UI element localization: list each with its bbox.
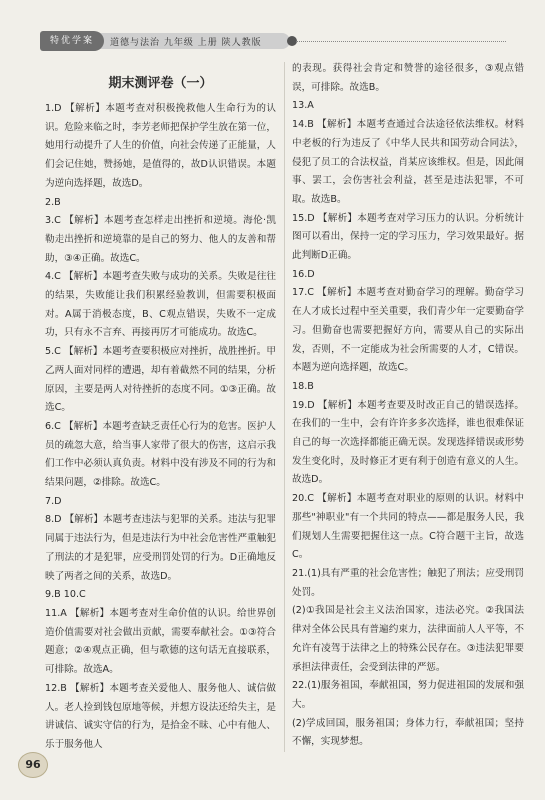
subject-label: 道德与法治 九年级 上册 陕人教版 bbox=[110, 38, 262, 48]
answer-17: 17.C 【解析】本题考查对勤奋学习的理解。勤奋学习在人才成长过程中至关重要，我们青少年一定要勤奋学习。但勤奋也需要把握好方向，需要从自己的实际出发，否则，不一定能成为社会所需要的人才，C错误。本题为逆向选择题，故选C。 bbox=[292, 287, 524, 374]
answer-11: 11.A 【解析】本题考查对生命价值的认识。给世界创造价值需要对社会做出贡献，需要奉献社会。①③符合题意；②④观点正确，但与歌德的这句话无直接联系，可排除。故选A。 bbox=[45, 607, 276, 676]
answer-4: 4.C 【解析】本题考查失败与成功的关系。失败是往往的结果，失败能让我们积累经验教训，但需要积极面对。A属于消极态度，B、C观点错误，失败不一定成功，只有永不言弃、再接再厉才可能成功。故选C。 bbox=[45, 271, 276, 339]
answer-22-2: (2)学成回国，服务祖国；身体力行，奉献祖国；坚持不懈，实现梦想。 bbox=[292, 717, 524, 748]
answer-16: 16.D bbox=[292, 268, 315, 280]
page-number: 96 bbox=[18, 752, 48, 778]
answer-7: 7.D bbox=[45, 495, 62, 507]
answer-20: 20.C 【解析】本题考查对职业的原则的认识。材料中那些"神职业"有一个共同的特点——都是服务人民，我们规划人生需要把握住这一点。C符合题干主旨，故选C。 bbox=[292, 493, 524, 561]
answer-3: 3.C 【解析】本题考查怎样走出挫折和逆境。海伦·凯勒走出挫折和逆境靠的是自己的努力、他人的友善和帮助，③④正确。故选C。 bbox=[45, 215, 276, 264]
answer-2: 2.B bbox=[45, 196, 61, 208]
answer-1: 1.D 【解析】本题考查对积极挽救他人生命行为的认识。危险来临之时，李芳老师把保护学生放在第一位，她用行动提升了人生的价值，向社会传递了正能量，人们会记住她，赞扬她，是值得的，故D认识错误。本题为逆向选择题，故选D。 bbox=[45, 103, 276, 189]
answer-14: 14.B 【解析】本题考查通过合法途径依法维权。材料中老板的行为违反了《中华人民共和国劳动合同法》，侵犯了员工的合法权益，肖某应该维权。但是，因此闹事、罢工，会伤害社会利益，甚至是违法犯罪，不可取。故选B。 bbox=[292, 119, 524, 205]
left-column bbox=[45, 60, 276, 755]
answer-15: 15.D 【解析】本题考查对学习压力的认识。分析统计图可以看出，保持一定的学习压力，学习效果最好。据此判断D正确。 bbox=[292, 212, 524, 262]
answer-5: 5.C 【解析】本题考查要积极应对挫折，战胜挫折。甲乙两人面对同样的遭遇，却有着截然不同的结果，分析原因，主要是两人对待挫折的态度不同。①③正确。故选C。 bbox=[45, 346, 276, 414]
answer-6: 6.C 【解析】本题考查缺乏责任心行为的危害。医护人员的疏忽大意，给当事人家带了很大的伤害，这启示我们工作中必须认真负责。材料中没有涉及不同的行为和结果问题，②排除。故选C。 bbox=[45, 420, 276, 489]
answer-12-cont: 的表现。获得社会肯定和赞誉的途径很多，③观点错误，可排除。故选B。 bbox=[292, 63, 524, 93]
answer-18: 18.B bbox=[292, 380, 314, 392]
answer-13: 13.A bbox=[292, 100, 314, 112]
right-column bbox=[292, 60, 524, 752]
answer-12: 12.B 【解析】本题考查关爱他人、服务他人、诚信做人。老人捡到钱包原地等候，并想方设法还给失主，是讲诚信、诚实守信的行为，是拾金不昧、心中有他人、乐于服务他人 bbox=[45, 682, 276, 750]
answer-8: 8.D 【解析】本题考查违法与犯罪的关系。违法与犯罪同属于违法行为，但是违法行为中社会危害性严重触犯了刑法的才是犯罪，应受刑罚处罚的行为。D正确地反映了两者之间的关系，故选D。 bbox=[45, 514, 276, 582]
answer-19: 19.D 【解析】本题考查要及时改正自己的错误选择。在我们的一生中，会有许许多多次选择，谁也很难保证自己的每一次选择都能正确无误。发现选择错误或形势发生变化时，及时修正才更有利于创造有意义的人生。故选D。 bbox=[292, 399, 524, 486]
page-title: 期末测评卷（一） bbox=[108, 76, 213, 91]
header-dotted-line bbox=[296, 41, 506, 42]
answer-22-1: 22.(1)服务祖国，奉献祖国，努力促进祖国的发展和强大。 bbox=[292, 680, 524, 710]
column-divider bbox=[284, 62, 285, 752]
series-badge: 特优学案 bbox=[40, 31, 104, 51]
answer-21-1: 21.(1)具有严重的社会危害性；触犯了刑法；应受刑罚处罚。 bbox=[292, 567, 524, 598]
answer-9-10: 9.B 10.C bbox=[45, 589, 86, 601]
answer-21-2: (2)①我国是社会主义法治国家，违法必究。②我国法律对全体公民具有普遍约束力，法律面前人人平等，不允许有凌驾于法律之上的特殊公民存在。③违法犯罪要承担法律责任，会受到法律的严惩。 bbox=[292, 605, 524, 673]
